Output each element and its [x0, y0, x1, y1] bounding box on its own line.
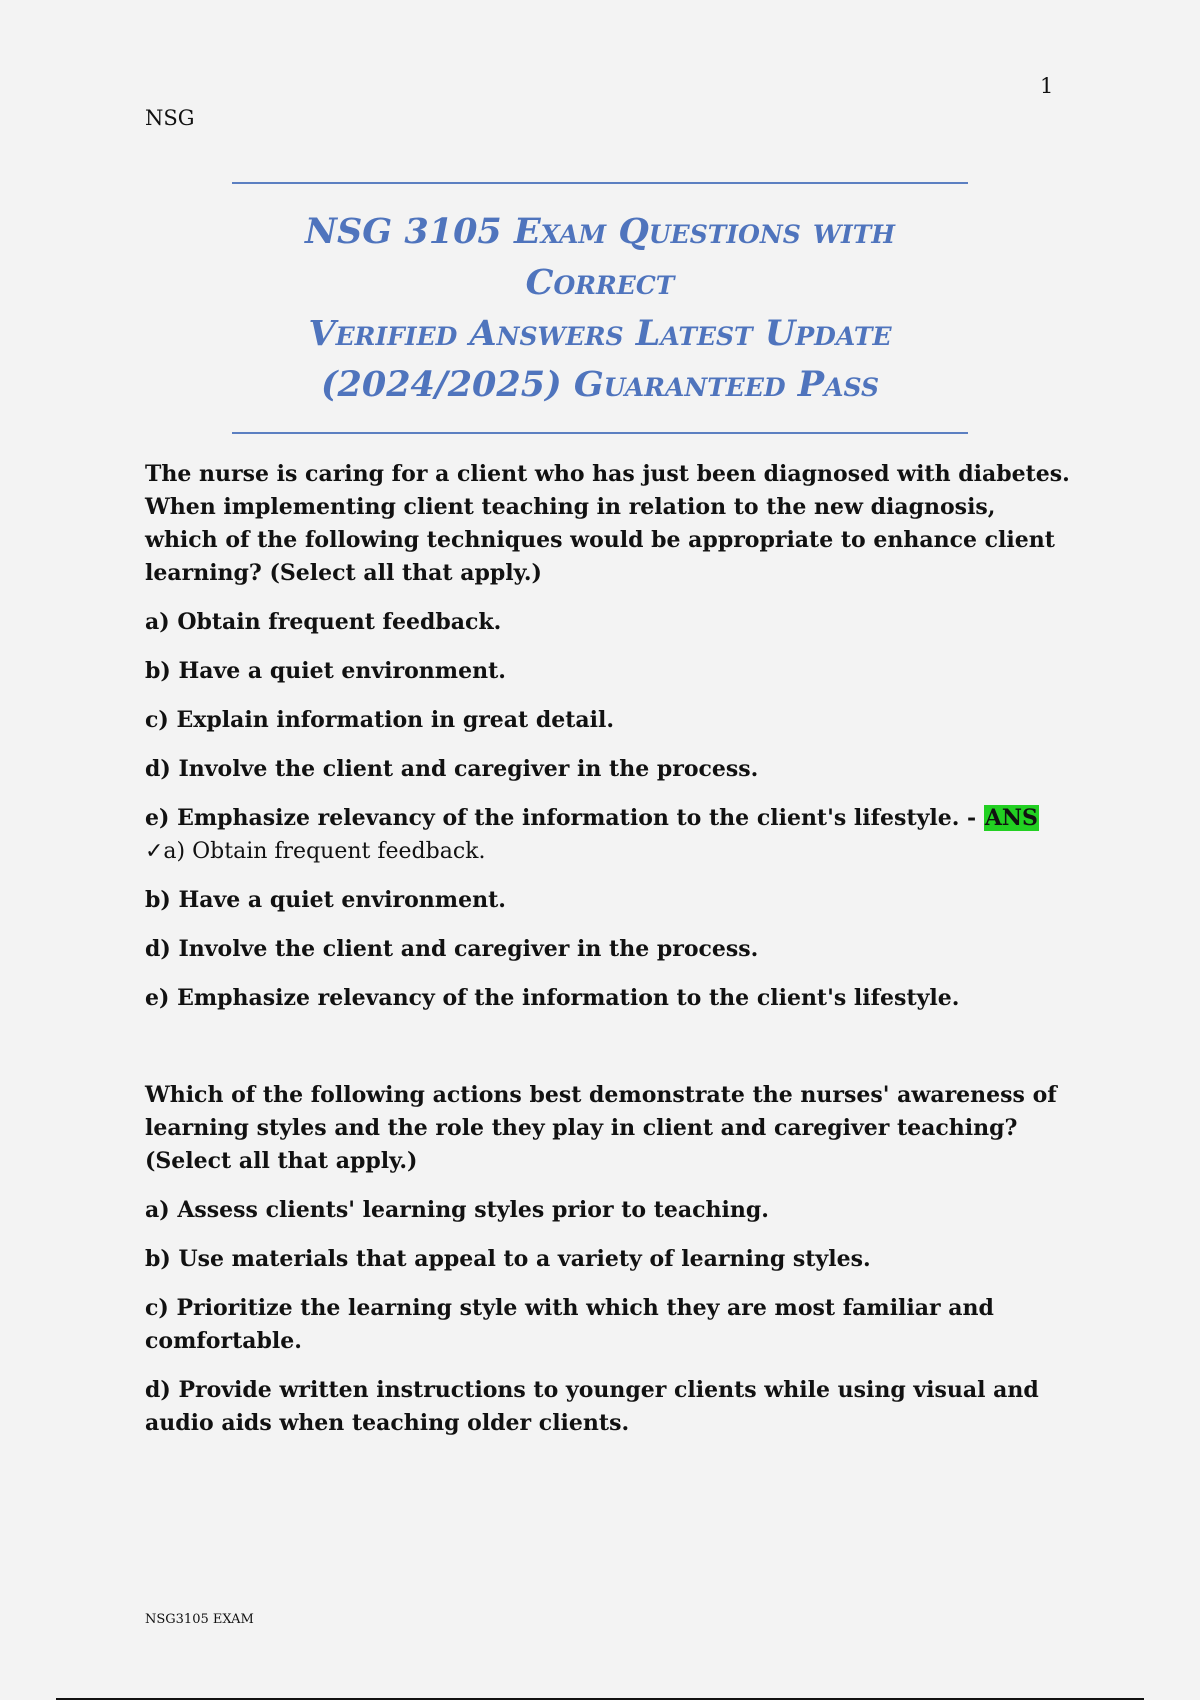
q2-option-d: d) Provide written instructions to younger clients while using visual and audio aids when teaching older clients. — [145, 1377, 1039, 1436]
q1-option-a: a) Obtain frequent feedback. — [145, 609, 502, 635]
q1-option-d: d) Involve the client and caregiver in the process. — [145, 756, 759, 782]
q1-answer-e: e) Emphasize relevancy of the information to the client's lifestyle. — [145, 985, 960, 1011]
page-footer: NSG3105 EXAM — [145, 1612, 254, 1627]
q2-option-b: b) Use materials that appeal to a variety of learning styles. — [145, 1246, 871, 1272]
title-line-1: NSG 3105 Exam Questions with Correct — [305, 211, 895, 303]
document-body — [145, 458, 1075, 1456]
page-number: 1 — [1040, 74, 1054, 98]
q2-option-c: c) Prioritize the learning style with which they are most familiar and comfortable. — [145, 1295, 994, 1354]
title-line-3: (2024/2025) Guaranteed Pass — [320, 364, 880, 405]
q1-answer-d: d) Involve the client and caregiver in the process. — [145, 936, 759, 962]
title-line-2: Verified Answers Latest Update — [308, 313, 892, 354]
section-spacer — [145, 1031, 1075, 1079]
question-2-text: Which of the following actions best demonstrate the nurses' awareness of learning styles and the role they play in client and caregiver teaching? (Select all that apply.) — [145, 1082, 1057, 1174]
ans-first-answer: ✓a) Obtain frequent feedback. — [145, 839, 486, 864]
page-header: NSG — [145, 106, 195, 130]
document-title — [232, 182, 968, 434]
q1-option-c: c) Explain information in great detail. — [145, 707, 615, 733]
q1-answer-b: b) Have a quiet environment. — [145, 887, 506, 913]
question-1-text: The nurse is caring for a client who has just been diagnosed with diabetes. When implementing client teaching in relation to the new diagnosis, which of the following techniques would be appropriate to enhance client learning? (Select all that apply.) — [145, 461, 1070, 586]
q1-option-b: b) Have a quiet environment. — [145, 658, 506, 684]
q1-option-e: e) Emphasize relevancy of the information to the client's lifestyle. - — [145, 805, 984, 831]
ans-label: ANS — [984, 805, 1038, 831]
q2-option-a: a) Assess clients' learning styles prior to teaching. — [145, 1197, 769, 1223]
q1-option-e-with-answer — [145, 802, 1075, 868]
